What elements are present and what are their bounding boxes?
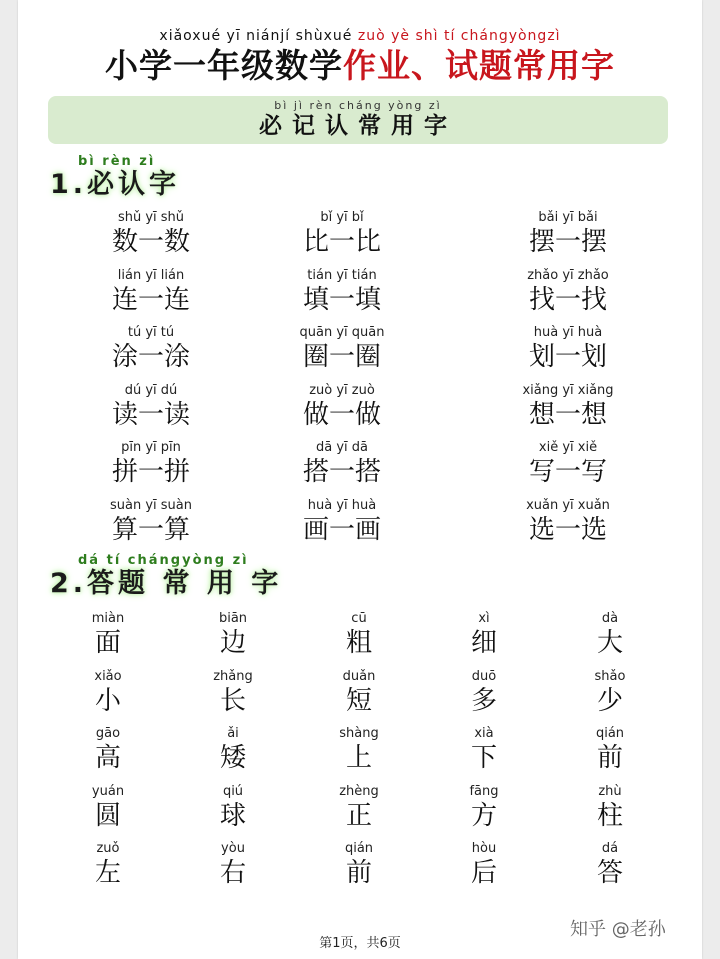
word-item	[272, 498, 412, 546]
char-hanzi: 多	[470, 685, 497, 716]
char-item	[560, 784, 660, 832]
word-pinyin: bǎi yī bǎi	[538, 210, 598, 225]
char-hanzi: 答	[596, 858, 623, 888]
word-pinyin: dú yī dú	[124, 382, 178, 398]
char-hanzi: 前	[345, 858, 372, 888]
page-title	[18, 28, 702, 86]
char-item	[58, 611, 158, 659]
word-hanzi: 找一找	[528, 284, 607, 315]
watermark: 知乎 @老孙	[570, 919, 666, 940]
word-item	[81, 498, 221, 546]
section2-title: 2.答题 常 用 字	[50, 568, 283, 599]
char-item	[560, 726, 660, 774]
char-item	[183, 726, 283, 774]
word-hanzi: 想一想	[528, 399, 607, 430]
word-pinyin: dā yī dā	[315, 440, 368, 455]
banner	[48, 96, 668, 144]
word-hanzi: 摆一摆	[528, 227, 607, 257]
word-item	[498, 440, 638, 488]
word-pinyin: zuò yī zuò	[309, 382, 375, 398]
char-item	[434, 669, 534, 717]
word-item	[272, 440, 412, 488]
char-hanzi: 长	[219, 685, 246, 716]
title-text-black: 小学一年级数学	[105, 46, 343, 85]
char-pinyin: yuán	[91, 783, 125, 799]
section2-pinyin: dá tí chángyòng zì	[78, 553, 249, 568]
word-item	[272, 210, 412, 258]
word-hanzi: 算一算	[111, 514, 190, 545]
char-item	[183, 669, 283, 717]
section1-title: 1.必认字	[50, 169, 181, 200]
word-item	[498, 268, 638, 316]
char-hanzi: 小	[94, 685, 121, 716]
char-hanzi: 粗	[345, 628, 372, 658]
char-pinyin: shǎo	[594, 668, 626, 684]
char-hanzi: 右	[219, 858, 246, 888]
word-hanzi: 拼一拼	[111, 457, 190, 487]
word-hanzi: 读一读	[111, 399, 190, 430]
char-pinyin: gāo	[95, 726, 121, 741]
char-item	[58, 669, 158, 717]
char-hanzi: 面	[94, 628, 121, 658]
char-hanzi: 下	[470, 743, 497, 773]
section1-pinyin: bì rèn zì	[78, 154, 156, 169]
word-item	[498, 498, 638, 546]
word-pinyin: suàn yī suàn	[109, 497, 192, 513]
char-hanzi: 上	[345, 743, 372, 773]
word-pinyin: huà yī huà	[533, 325, 603, 340]
char-pinyin: qián	[595, 726, 625, 741]
word-item	[272, 268, 412, 316]
word-hanzi: 数一数	[111, 227, 190, 257]
word-pinyin: tú yī tú	[127, 325, 175, 340]
char-pinyin: dá	[601, 841, 619, 856]
word-hanzi: 比一比	[302, 227, 381, 257]
char-item	[58, 784, 158, 832]
word-hanzi: 填一填	[302, 284, 381, 315]
char-pinyin: qián	[344, 841, 374, 856]
char-pinyin: xì	[478, 611, 490, 626]
word-item	[81, 383, 221, 431]
char-item	[434, 726, 534, 774]
char-hanzi: 边	[219, 628, 246, 658]
char-hanzi: 左	[94, 858, 121, 888]
title-text-red: 作业、试题常用字	[343, 46, 615, 85]
char-pinyin: dà	[601, 611, 619, 626]
word-pinyin: huà yī huà	[307, 497, 377, 513]
char-item	[560, 611, 660, 659]
word-item	[81, 210, 221, 258]
char-pinyin: duō	[471, 668, 497, 684]
char-item	[183, 611, 283, 659]
title-pinyin	[18, 28, 702, 46]
char-pinyin: xià	[474, 726, 494, 741]
char-item	[183, 784, 283, 832]
word-pinyin: tián yī tián	[307, 267, 377, 283]
word-pinyin: quān yī quān	[299, 325, 385, 340]
char-item	[183, 841, 283, 889]
banner-text: 必记认常用字	[259, 113, 457, 139]
char-item	[58, 726, 158, 774]
char-pinyin: zhù	[598, 783, 622, 799]
char-pinyin: zhǎng	[213, 668, 253, 684]
char-item	[58, 841, 158, 889]
char-pinyin: shàng	[339, 726, 379, 741]
word-pinyin: bǐ yī bǐ	[320, 210, 364, 225]
char-hanzi: 方	[470, 800, 497, 831]
word-item	[272, 383, 412, 431]
char-hanzi: 柱	[596, 800, 623, 831]
word-item	[498, 325, 638, 373]
char-pinyin: fāng	[469, 783, 499, 799]
char-hanzi: 大	[596, 628, 623, 658]
word-pinyin: xiǎng yī xiǎng	[522, 382, 614, 398]
char-hanzi: 矮	[219, 743, 246, 773]
section1-heading	[50, 155, 180, 201]
word-hanzi: 搭一搭	[302, 457, 381, 487]
char-hanzi: 后	[470, 858, 497, 888]
char-item	[560, 669, 660, 717]
word-hanzi: 划一划	[528, 342, 607, 372]
char-hanzi: 少	[596, 685, 623, 716]
char-hanzi: 细	[470, 628, 497, 658]
char-item	[309, 726, 409, 774]
word-hanzi: 选一选	[528, 514, 607, 545]
char-hanzi: 短	[345, 685, 372, 716]
char-item	[309, 784, 409, 832]
word-item	[498, 383, 638, 431]
char-pinyin: zhèng	[339, 783, 379, 799]
char-hanzi: 前	[596, 743, 623, 773]
char-pinyin: qiú	[222, 783, 244, 799]
document-page	[18, 0, 702, 959]
title-text	[18, 46, 702, 86]
title-pinyin-red: zuò yè shì tí chángyòngzì	[357, 28, 561, 44]
word-item	[81, 440, 221, 488]
word-hanzi: 圈一圈	[302, 342, 381, 372]
char-item	[434, 784, 534, 832]
page-indicator: 第1页，共6页	[319, 936, 401, 951]
word-hanzi: 画一画	[302, 514, 381, 545]
word-pinyin: zhǎo yī zhǎo	[527, 267, 609, 283]
word-item	[498, 210, 638, 258]
char-item	[434, 611, 534, 659]
word-hanzi: 涂一涂	[111, 342, 190, 372]
word-pinyin: pīn yī pīn	[121, 440, 181, 455]
word-pinyin: shǔ yī shǔ	[117, 210, 185, 225]
char-hanzi: 球	[219, 800, 246, 831]
word-pinyin: xuǎn yī xuǎn	[526, 497, 610, 513]
char-item	[309, 841, 409, 889]
word-item	[81, 325, 221, 373]
word-hanzi: 做一做	[302, 399, 381, 430]
word-pinyin: lián yī lián	[117, 267, 185, 283]
char-pinyin: biān	[218, 611, 248, 626]
word-pinyin: xiě yī xiě	[538, 440, 598, 455]
word-hanzi: 连一连	[111, 284, 190, 315]
word-item	[272, 325, 412, 373]
banner-pinyin: bì jì rèn cháng yòng zì	[274, 99, 442, 112]
char-pinyin: xiǎo	[94, 668, 122, 684]
char-pinyin: hòu	[471, 841, 497, 856]
char-pinyin: cū	[351, 611, 367, 626]
title-pinyin-black: xiǎoxué yī niánjí shùxué	[159, 28, 358, 44]
char-pinyin: duǎn	[342, 668, 376, 684]
char-pinyin: yòu	[221, 841, 245, 856]
char-item	[309, 669, 409, 717]
char-pinyin: ǎi	[227, 726, 239, 741]
char-hanzi: 高	[94, 743, 121, 773]
char-hanzi: 正	[345, 800, 372, 831]
section2-heading	[50, 554, 282, 600]
char-pinyin: zuǒ	[96, 841, 120, 856]
word-hanzi: 写一写	[528, 457, 607, 487]
char-item	[560, 841, 660, 889]
word-item	[81, 268, 221, 316]
char-pinyin: miàn	[91, 611, 125, 626]
char-item	[434, 841, 534, 889]
char-item	[309, 611, 409, 659]
char-hanzi: 圆	[94, 800, 121, 831]
